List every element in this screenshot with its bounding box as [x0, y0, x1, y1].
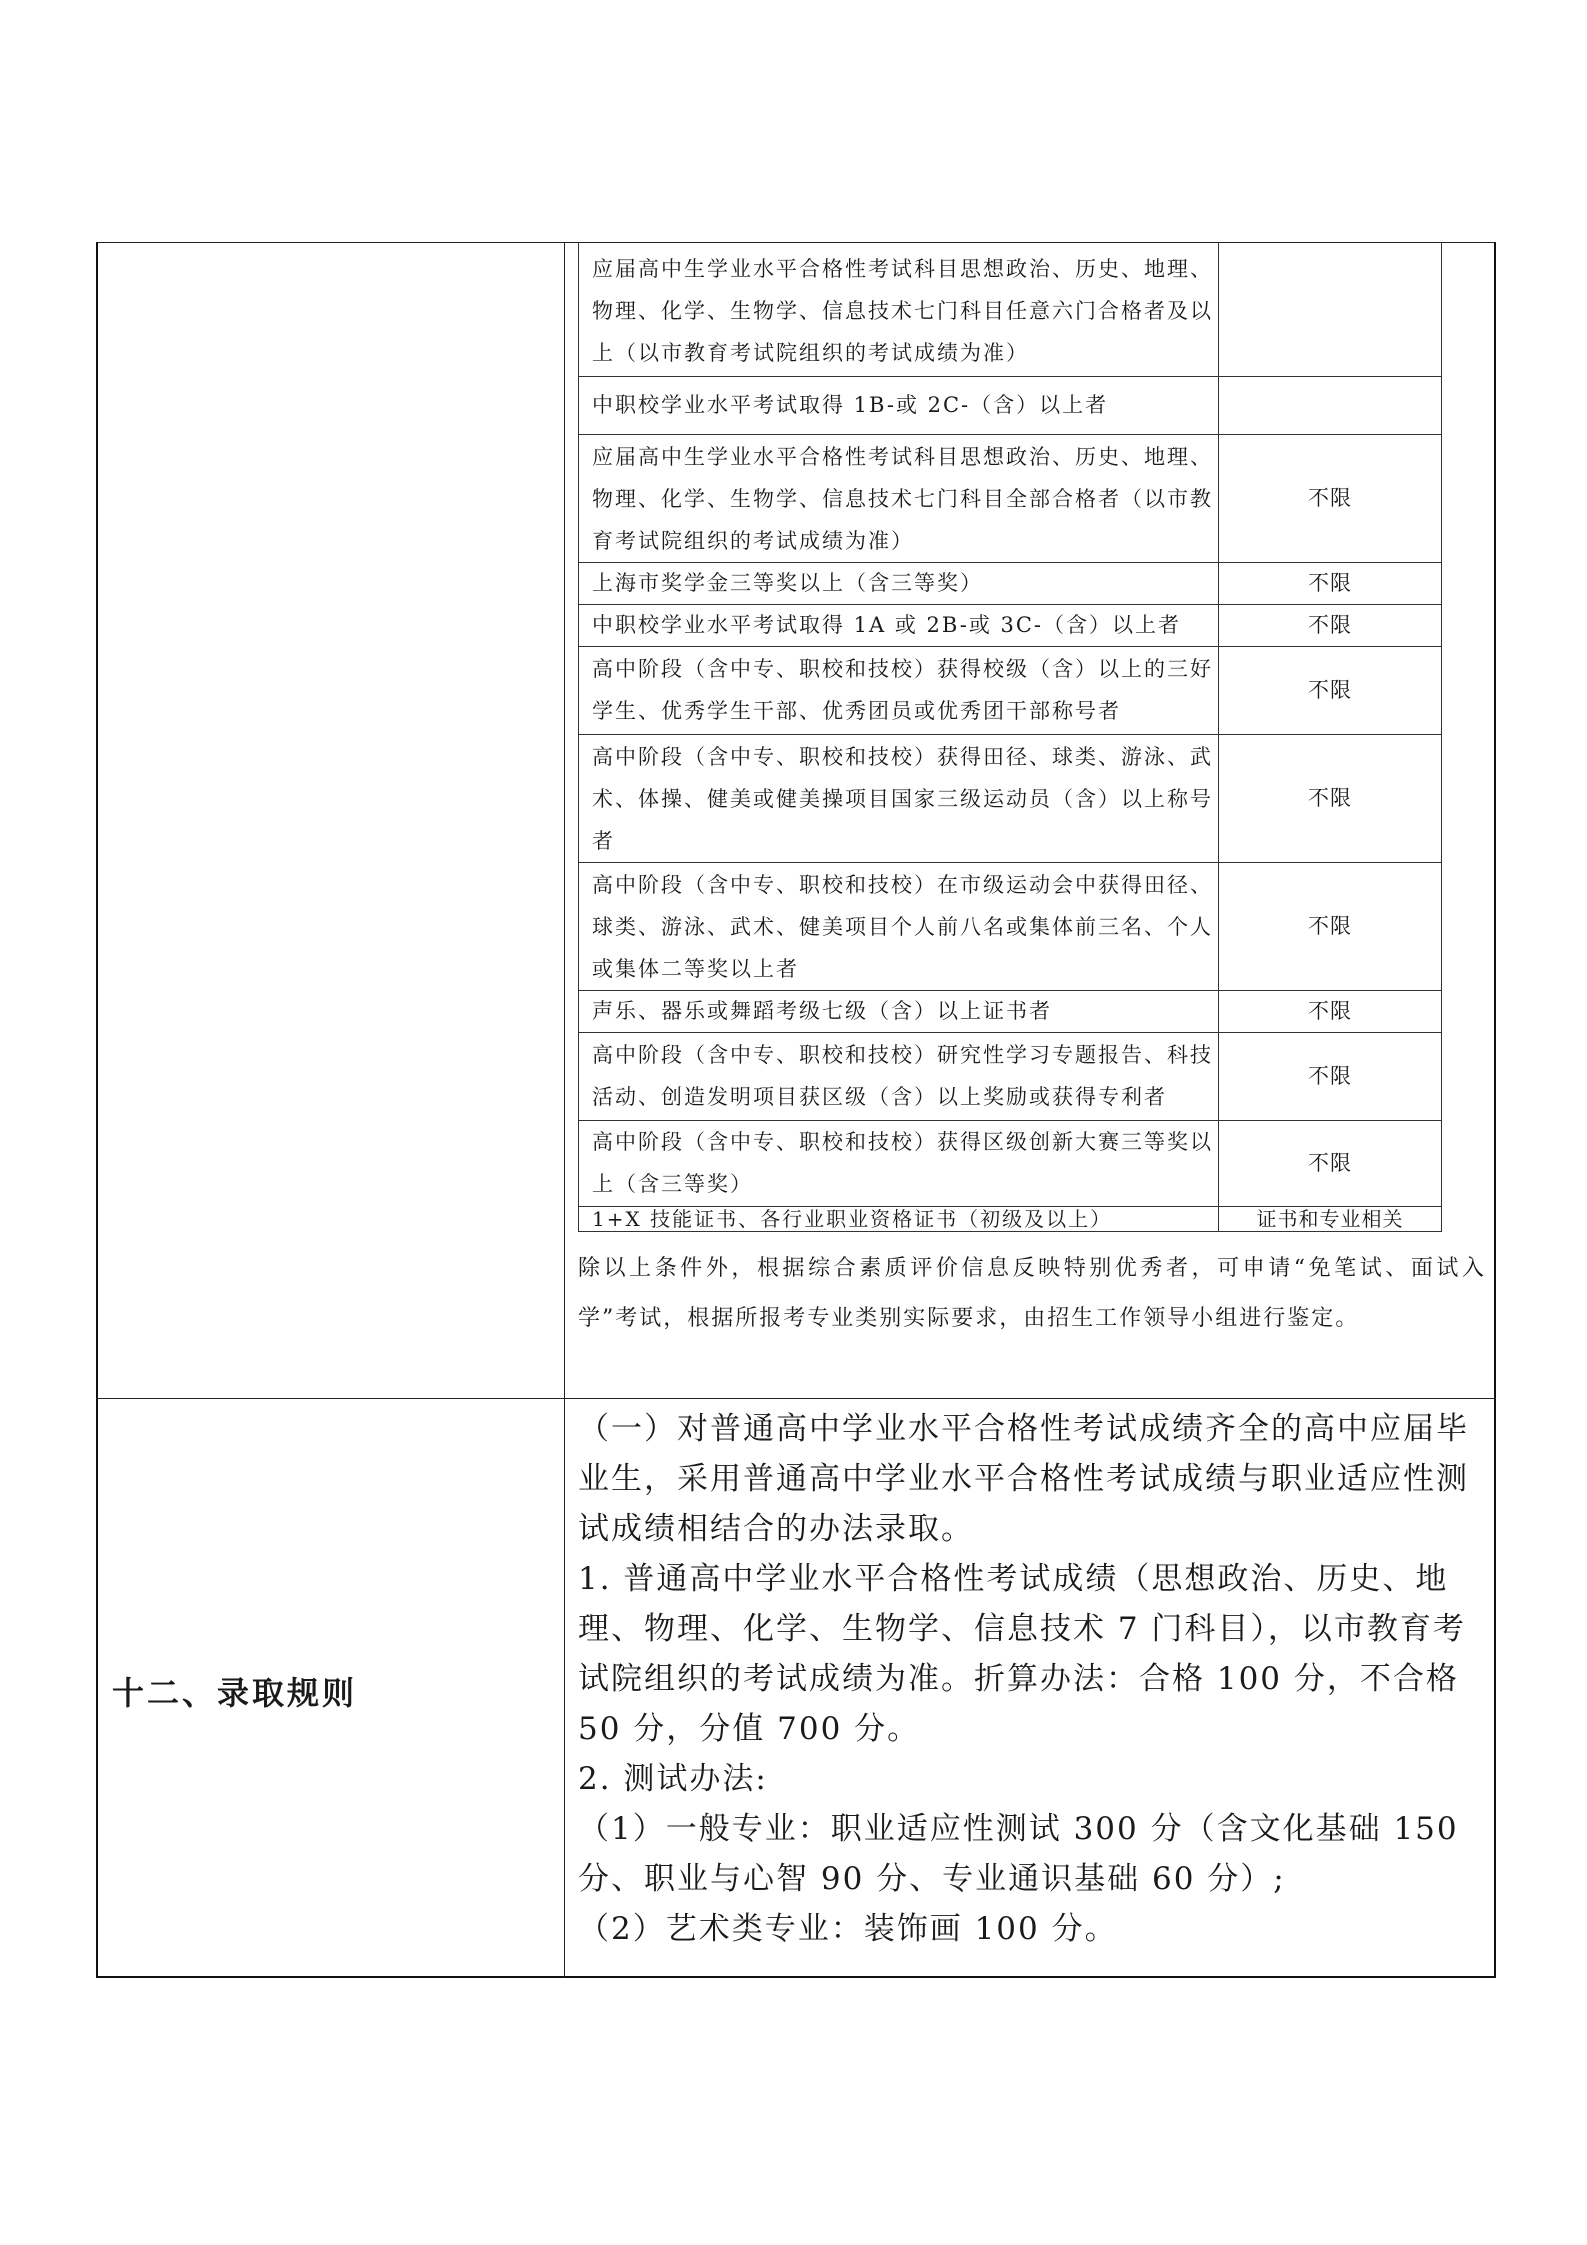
rules-paragraph: 2. 测试办法: — [578, 1761, 768, 1797]
criteria-limit: 不限 — [1308, 571, 1352, 595]
admission-rules — [578, 1404, 1490, 1954]
criteria-condition: 应届高中生学业水平合格性考试科目思想政治、历史、地理、物理、化学、生物学、信息技术七门科目全部合格者（以市教育考试院组织的考试成绩为准） — [592, 445, 1213, 553]
criteria-limit: 不限 — [1308, 486, 1352, 510]
rules-paragraph: （一）对普通高中学业水平合格性考试成绩齐全的高中应届毕业生，采用普通高中学业水平合格性考试成绩与职业适应性测试成绩相结合的办法录取。 — [578, 1411, 1469, 1547]
criteria-condition: 中职校学业水平考试取得 1B-或 2C-（含）以上者 — [592, 393, 1109, 417]
rules-paragraph: （1）一般专业：职业适应性测试 300 分（含文化基础 150 分、职业与心智 90 分、专业通识基础 60 分）; — [578, 1811, 1459, 1897]
column-divider — [564, 242, 565, 1978]
criteria-condition: 高中阶段（含中专、职校和技校）获得田径、球类、游泳、武术、体操、健美或健美操项目国家三级运动员（含）以上称号者 — [592, 745, 1213, 853]
criteria-condition: 1+X 技能证书、各行业职业资格证书（初级及以上） — [592, 1207, 1113, 1231]
criteria-condition: 上海市奖学金三等奖以上（含三等奖） — [592, 571, 983, 595]
criteria-condition: 高中阶段（含中专、职校和技校）获得校级（含）以上的三好学生、优秀学生干部、优秀团员或优秀团干部称号者 — [592, 657, 1213, 723]
criteria-limit: 不限 — [1308, 914, 1352, 938]
rules-paragraph: （2）艺术类专业：装饰画 100 分。 — [578, 1911, 1118, 1947]
criteria-condition: 应届高中生学业水平合格性考试科目思想政治、历史、地理、物理、化学、生物学、信息技术七门科目任意六门合格者及以上（以市教育考试院组织的考试成绩为准） — [592, 257, 1213, 365]
criteria-limit: 证书和专业相关 — [1256, 1207, 1404, 1231]
criteria-condition: 高中阶段（含中专、职校和技校）研究性学习专题报告、科技活动、创造发明项目获区级（含）以上奖励或获得专利者 — [592, 1043, 1213, 1109]
criteria-condition: 中职校学业水平考试取得 1A 或 2B-或 3C-（含）以上者 — [592, 613, 1182, 637]
criteria-limit: 不限 — [1308, 1064, 1352, 1088]
row-divider — [96, 1398, 1496, 1399]
criteria-limit: 不限 — [1308, 999, 1352, 1023]
criteria-condition: 声乐、器乐或舞蹈考级七级（含）以上证书者 — [592, 999, 1052, 1023]
special-application-note: 除以上条件外，根据综合素质评价信息反映特别优秀者，可申请“免笔试、面试入学”考试，根据所报考专业类别实际要求，由招生工作领导小组进行鉴定。 — [578, 1256, 1486, 1331]
rules-paragraph: 1. 普通高中学业水平合格性考试成绩（思想政治、历史、地理、物理、化学、生物学、信息技术 7 门科目），以市教育考试院组织的考试成绩为准。折算办法：合格 100 分，不合格 50 分，分值 700 分。 — [578, 1561, 1466, 1747]
criteria-condition: 高中阶段（含中专、职校和技校）在市级运动会中获得田径、球类、游泳、武术、健美项目个人前八名或集体前三名、个人或集体二等奖以上者 — [592, 873, 1213, 981]
criteria-row-border — [578, 376, 1442, 377]
criteria-limit: 不限 — [1308, 1151, 1352, 1175]
section-label: 十二、录取规则 — [112, 1674, 358, 1712]
criteria-limit: 不限 — [1308, 613, 1352, 637]
criteria-condition: 高中阶段（含中专、职校和技校）获得区级创新大赛三等奖以上（含三等奖） — [592, 1130, 1213, 1196]
criteria-limit: 不限 — [1308, 678, 1352, 702]
criteria-limit: 不限 — [1308, 786, 1352, 810]
